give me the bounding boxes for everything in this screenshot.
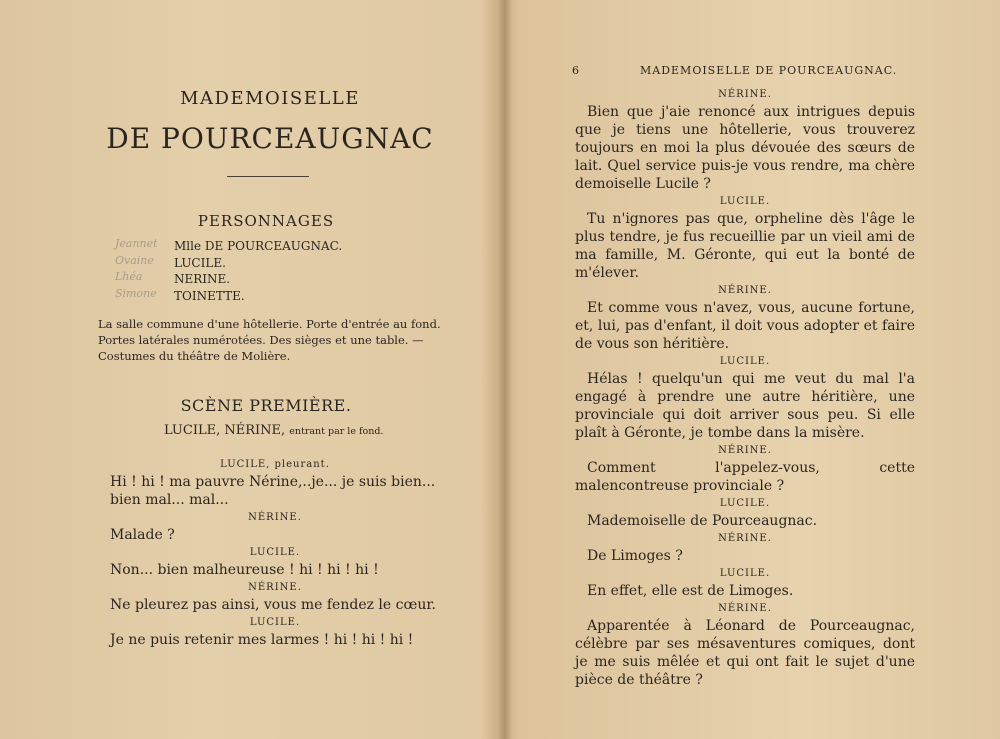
speech-text: Apparentée à Léonard de Pourceaugnac, célèbre par ses mésaventures comiques, dont je me suis mêlée et qui ont fait le sujet d'une pièce de théâtre ? <box>575 618 915 688</box>
scene-direction: entrant par le fond. <box>289 426 384 437</box>
speech-text: Comment l'appelez-vous, cette malencontreuse provinciale ? <box>575 460 915 494</box>
speaker-name: NÉRINE. <box>718 89 772 100</box>
speech-text: Non... bien malheureuse ! hi ! hi ! hi ! <box>110 562 379 578</box>
scene-characters <box>164 423 383 438</box>
speech-text: Hélas ! quelqu'un qui me veut du mal l'a engagé à prendre une autre héritière, une provinciale qui doit arriver sous peu. Si elle plaît à Géronte, je tombe dans la misère. <box>575 371 915 441</box>
title-divider <box>227 176 309 177</box>
speaker-name: LUCILE. <box>249 617 301 628</box>
pencil-annotations <box>115 236 158 302</box>
personnages-heading: PERSONNAGES <box>197 212 335 230</box>
scene-characters-names: LUCILE, NÉRINE, <box>164 423 286 438</box>
character-item: Mlle DE POURCEAUGNAC. <box>174 239 343 253</box>
scene-heading: SCÈNE PREMIÈRE. <box>180 396 352 415</box>
speech-text: Bien que j'aie renoncé aux intrigues depuis que je tiens une hôtellerie, vous trouverez toujours en moi la plus dévouée des sœurs de lait. Quel service puis-je vous rendre, ma chère demoiselle Lucile ? <box>575 104 915 192</box>
speaker-name: NÉRINE. <box>718 603 772 614</box>
left-dialogue <box>110 456 440 649</box>
speaker-name: NÉRINE. <box>718 533 772 544</box>
title-line-2: DE POURCEAUGNAC <box>106 122 434 155</box>
character-item: NERINE. <box>174 272 231 286</box>
right-page <box>510 0 1000 739</box>
speech-text: Et comme vous n'avez, vous, aucune fortune, et, lui, pas d'enfant, il doit vous adopter et faire de vous son héritière. <box>575 300 915 352</box>
speaker-name: NÉRINE. <box>248 512 302 523</box>
speech-text: Ne pleurez pas ainsi, vous me fendez le cœur. <box>110 597 436 613</box>
speech-text: De Limoges ? <box>587 548 683 564</box>
speech-text: Je ne puis retenir mes larmes ! hi ! hi ! hi ! <box>110 632 414 648</box>
title-line-1: MADEMOISELLE <box>180 88 360 109</box>
speech-text: Malade ? <box>110 527 175 543</box>
pencil-note: Lhéa <box>115 270 143 283</box>
speaker-name: LUCILE, pleurant. <box>220 459 330 470</box>
stage-setting: La salle commune d'une hôtellerie. Porte d'entrée au fond. Portes latérales numérotées. Des sièges et une table. — Costumes du théâtre de Molière. <box>98 317 441 363</box>
pencil-note: Simone <box>115 286 157 300</box>
speaker-name: NÉRINE. <box>718 285 772 296</box>
speaker-name: NÉRINE. <box>718 445 772 456</box>
speaker-name: LUCILE. <box>719 568 771 579</box>
character-item: LUCILE. <box>174 255 226 270</box>
speaker-name: LUCILE. <box>249 547 301 558</box>
speaker-name: LUCILE. <box>719 498 771 509</box>
speech-text: Mademoiselle de Pourceaugnac. <box>587 513 818 529</box>
character-list <box>174 238 342 304</box>
speech-text: Hi ! hi ! ma pauvre Nérine,..je... je suis bien... bien mal... mal... <box>110 474 436 508</box>
character-item: TOINETTE. <box>174 288 245 303</box>
page-number: 6 <box>572 64 580 77</box>
speaker-name: LUCILE. <box>719 356 771 367</box>
pencil-note: Jeannet <box>115 237 158 250</box>
running-head-title: MADEMOISELLE DE POURCEAUGNAC. <box>640 64 898 77</box>
speech-text: Tu n'ignores pas que, orpheline dès l'âge le plus tendre, je fus recueillie par un vieil ami de ma famille, M. Géronte, qui eut la bonté de m'élever. <box>575 211 915 281</box>
right-dialogue <box>575 86 915 689</box>
speaker-name: LUCILE. <box>719 196 771 207</box>
speech-text: En effet, elle est de Limoges. <box>587 583 794 599</box>
speaker-name: NÉRINE. <box>248 582 302 593</box>
pencil-note: Ovaine <box>115 253 154 267</box>
